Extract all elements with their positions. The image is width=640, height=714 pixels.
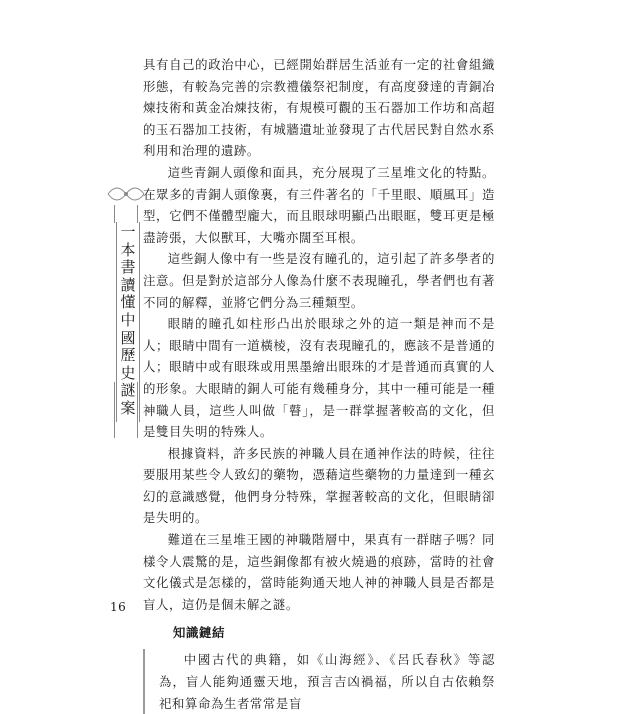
knowledge-link-box xyxy=(143,649,495,714)
sidebar-char: 中 xyxy=(120,310,136,329)
sidebar-char: 謎 xyxy=(120,381,136,400)
sidebar-char: 史 xyxy=(120,363,136,382)
page-number: 16 xyxy=(110,600,127,614)
sidebar-char: 本 xyxy=(120,240,136,259)
knowledge-link-text: 中國古代的典籍，如《山海經》、《呂氏春秋》等認為，盲人能夠通靈天地，預言吉凶禍福，所以自古依賴祭祀和算命為生者常常是盲 xyxy=(159,652,495,711)
paragraph-4: 眼睛的瞳孔如柱形凸出於眼球之外的這一類是神而不是人；眼睛中間有一道橫棱，沒有表現瞳孔的，應該不是普通的人；眼睛中或有眼珠或用黑墨繪出眼珠的才是普通而真實的人的形象。大眼睛的銅人可能有幾種身分，其中一種可能是一種神職人員，這些人叫做「瞽」，是一群掌握著較高的文化，但是雙目失明的特殊人。 xyxy=(143,316,495,440)
body-text xyxy=(143,54,495,714)
paragraph-3: 這些銅人像中有一些是沒有瞳孔的，這引起了許多學者的注意。但是對於這部分人像為什麼不表現瞳孔，學者們也有著不同的解釋，並將它們分為三種類型。 xyxy=(143,251,495,310)
sidebar-char: 一 xyxy=(120,223,136,241)
sidebar-char: 讀 xyxy=(120,275,136,294)
paragraph-1: 具有自己的政治中心，已經開始群居生活並有一定的社會組織形態，有較為完善的宗教禮儀祭祀制度，有高度發達的青銅冶煉技術和黃金冶煉技術，有規模可觀的玉石器加工作坊和高超的玉石器加工技術，有城牆遺址並發現了古代居民對自然水系利用和治理的遺跡。 xyxy=(143,57,495,159)
sidebar-char: 案 xyxy=(120,398,136,417)
sidebar-rule-top xyxy=(114,205,138,223)
knowledge-link-title: 知識鏈結 xyxy=(173,625,225,641)
paragraph-2: 這些青銅人頭像和面具，充分展現了三星堆文化的特點。在眾多的青銅人頭像裏，有三件著名的「千里眼、順風耳」造型，它們不僅體型龐大，而且眼球明顯凸出眼眶，雙耳更是極盡誇張，大似獸耳，大嘴亦闊至耳根。 xyxy=(143,164,495,245)
paragraph-6: 難道在三星堆王國的神職階層中，果真有一群瞎子嗎？同樣令人震驚的是，這些銅像都有被火燒過的痕跡，當時的社會文化儀式是怎樣的，當時能夠通天地人神的神職人員是否都是盲人，這仍是個未解之謎。 xyxy=(143,532,495,612)
sidebar-ornament-icon xyxy=(104,184,148,204)
paragraph-5: 根據資料，許多民族的神職人員在通神作法的時候，往往要服用某些令人致幻的藥物，憑藉這些藥物的力量達到一種玄幻的意識感覺，他們身分特殊，掌握著較高的文化，但眼睛卻是失明的。 xyxy=(143,445,495,526)
sidebar-char: 國 xyxy=(120,328,136,347)
sidebar-char: 歷 xyxy=(120,346,136,365)
sidebar-char: 懂 xyxy=(120,293,136,312)
sidebar-char: 書 xyxy=(120,258,136,277)
sidebar-rule-bottom xyxy=(114,382,138,438)
